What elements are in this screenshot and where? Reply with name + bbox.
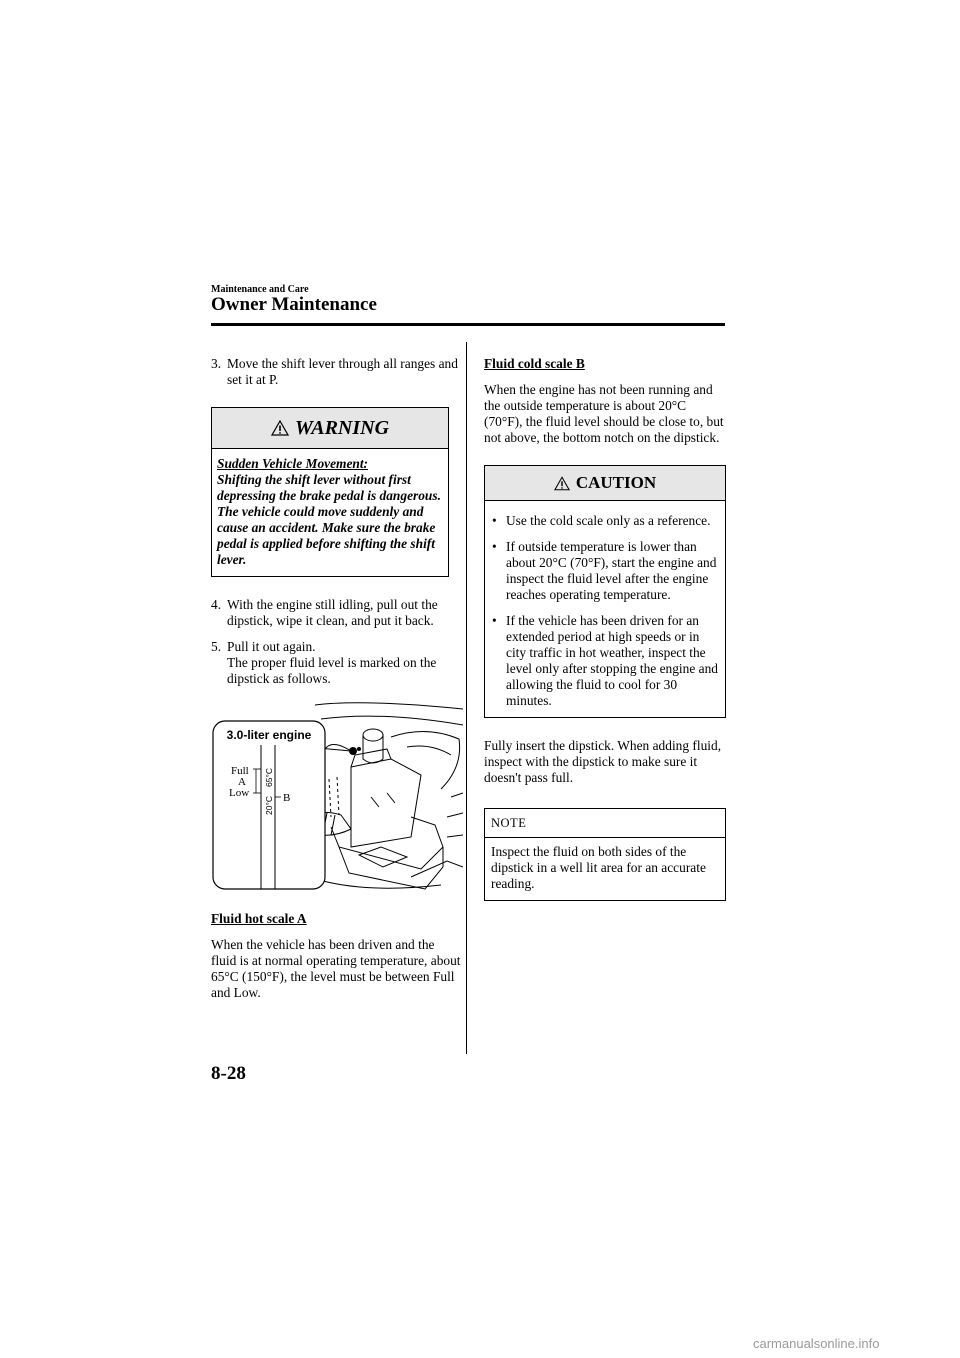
column-divider (466, 342, 467, 1054)
engine-illustration (211, 697, 463, 893)
step-number: 5. (211, 639, 222, 654)
warning-header (212, 408, 448, 449)
full-label: Full (231, 765, 249, 777)
caution-triangle-icon (554, 476, 570, 491)
warning-box (211, 407, 449, 577)
bullet-icon: • (492, 539, 497, 554)
note-label: NOTE (485, 809, 725, 838)
step-text-line: Pull it out again. (227, 639, 316, 654)
step-text-line: The proper fluid level is marked on the dipstick as follows. (227, 655, 437, 686)
caution-header (485, 466, 725, 501)
warning-subtitle: Sudden Vehicle Movement: (217, 456, 369, 471)
caution-item (490, 613, 720, 709)
page-number: 8-28 (211, 1063, 246, 1084)
header-rule (211, 323, 725, 326)
dipstick-figure (211, 697, 463, 897)
warning-body (212, 449, 448, 576)
left-column (211, 356, 463, 1011)
hot-scale-text: When the vehicle has been driven and the fluid is at normal operating temperature, about 65°C (150°F), the level must be between Full and Low. (211, 937, 461, 1000)
caution-label: CAUTION (575, 473, 657, 492)
hot-scale-heading: Fluid hot scale A (211, 911, 307, 926)
caution-item-text: If the vehicle has been driven for an extended period at high speeds or in city traffic in hot weather, inspect the level only after stopping the engine and allowing the fluid to cool for 30 minutes. (506, 613, 718, 708)
page-title: Owner Maintenance (211, 294, 377, 315)
insert-dipstick-text: Fully insert the dipstick. When adding fluid, inspect with the dipstick to make sure it doesn't pass full. (484, 738, 722, 785)
warning-text: Shifting the shift lever without first depressing the brake pedal is dangerous. The vehicle could move suddenly and cause an accident. Make sure the brake pedal is applied before shifting the shift lever. (217, 472, 441, 567)
step-number: 3. (211, 356, 222, 371)
caution-body (485, 501, 725, 717)
caution-item (490, 513, 720, 529)
section-label: Maintenance and Care (211, 284, 309, 295)
temp-65-label: 65°C (264, 768, 274, 787)
right-column (484, 356, 726, 921)
step-text: Move the shift lever through all ranges and set it at P. (227, 356, 458, 387)
step-text (227, 639, 463, 687)
scale-b-label: B (283, 792, 291, 804)
caution-item (490, 539, 720, 603)
warning-triangle-icon (271, 420, 289, 436)
caution-item-text: If outside temperature is lower than about 20°C (70°F), start the engine and inspect the fluid level after the engine reaches operating temperature. (506, 539, 717, 602)
step-4 (211, 597, 463, 629)
temp-20-label: 20°C (264, 796, 274, 815)
warning-label: WARNING (294, 417, 390, 439)
note-box (484, 808, 726, 901)
bullet-icon: • (492, 613, 497, 628)
step-number: 4. (211, 597, 222, 612)
scale-a-label: A (238, 776, 246, 788)
cold-scale-heading: Fluid cold scale B (484, 356, 585, 371)
low-label: Low (229, 787, 250, 799)
watermark: carmanualsonline.info (753, 1336, 880, 1351)
bullet-icon: • (492, 513, 497, 528)
note-text: Inspect the fluid on both sides of the dipstick in a well lit area for an accurate reading. (491, 844, 706, 891)
cold-scale-text: When the engine has not been running and the outside temperature is about 20°C (70°F), the fluid level should be close to, but not above, the bottom notch on the dipstick. (484, 382, 724, 445)
step-text: With the engine still idling, pull out the dipstick, wipe it clean, and put it back. (227, 597, 438, 628)
step-3 (211, 356, 463, 388)
caution-item-text: Use the cold scale only as a reference. (506, 513, 711, 528)
caution-box (484, 465, 726, 718)
figure-callout: 3.0-liter engine (226, 728, 312, 742)
step-5 (211, 639, 463, 687)
